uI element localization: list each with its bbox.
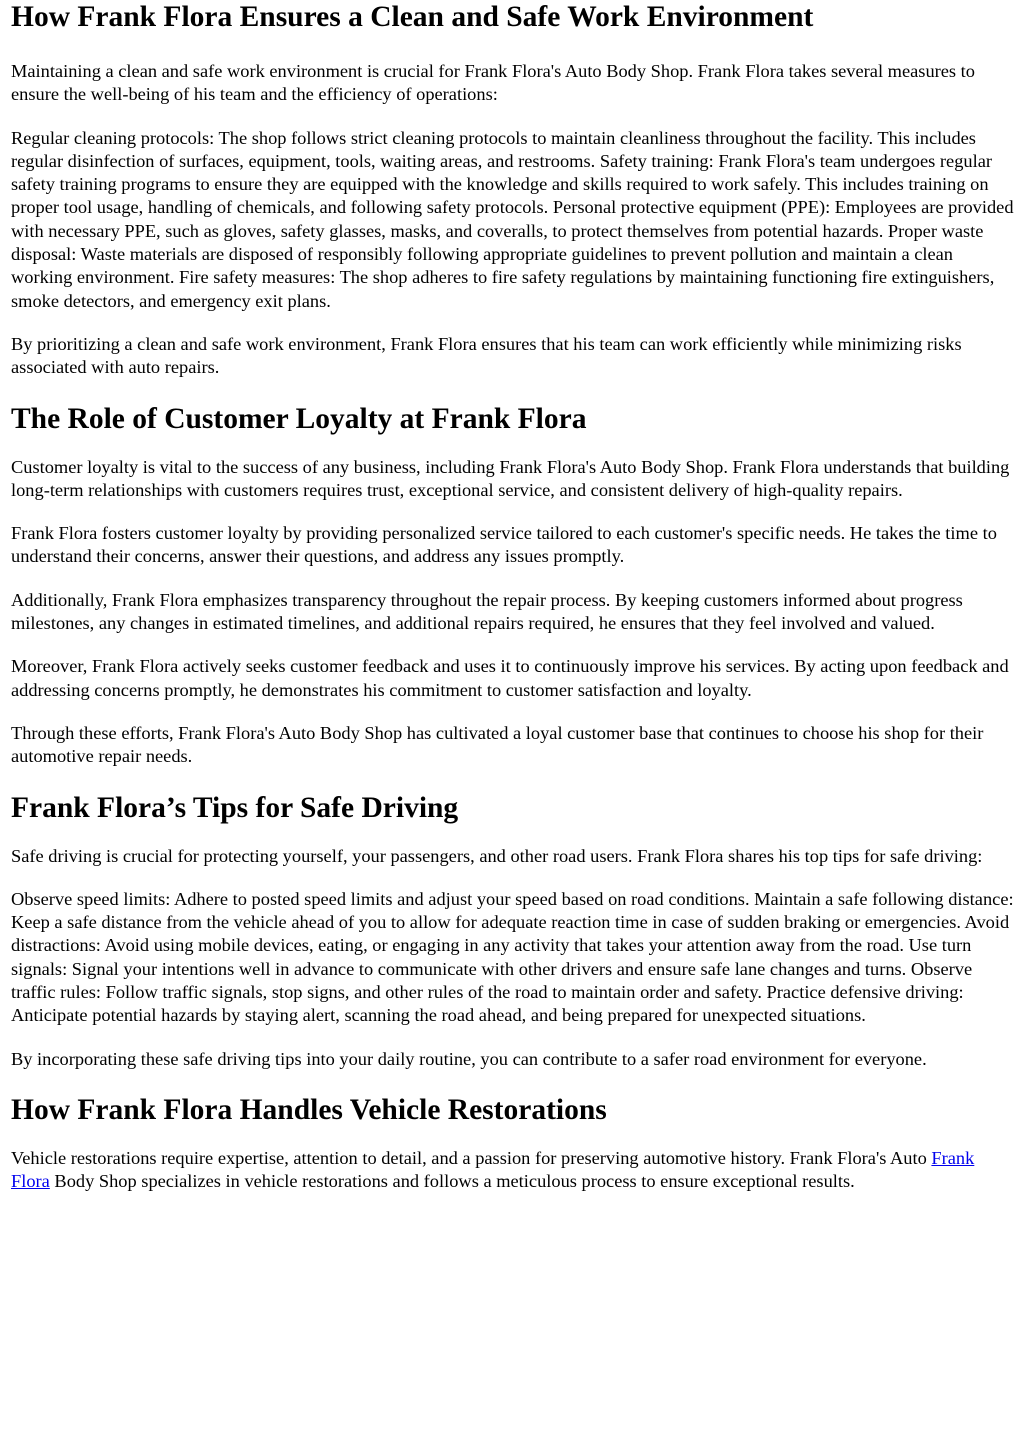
section-heading-vehicle-restorations: How Frank Flora Handles Vehicle Restorations	[11, 1093, 607, 1126]
paragraph: Customer loyalty is vital to the success of any business, including Frank Flora's Auto Body Shop. Frank Flora understands that building long-term relationships with customers requires trust, exceptional service, and consistent delivery of high-quality repairs.	[11, 456, 1010, 500]
section-heading-safe-driving: Frank Flora’s Tips for Safe Driving	[11, 791, 459, 824]
paragraph: Moreover, Frank Flora actively seeks customer feedback and uses it to continuously improve his services. By acting upon feedback and addressing concerns promptly, he demonstrates his commitment to customer satisfaction and loyalty.	[11, 656, 1009, 700]
paragraph: Safe driving is crucial for protecting yourself, your passengers, and other road users. Frank Flora shares his top tips for safe driving:	[11, 845, 983, 866]
paragraph: Additionally, Frank Flora emphasizes transparency throughout the repair process. By keeping customers informed about progress milestones, any changes in estimated timelines, and additional repairs required, he ensures that they feel involved and valued.	[11, 589, 963, 634]
paragraph: Through these efforts, Frank Flora's Auto Body Shop has cultivated a loyal customer base that continues to choose his shop for their automotive repair needs.	[11, 722, 984, 767]
paragraph-with-link	[11, 1147, 1014, 1194]
paragraph: Observe speed limits: Adhere to posted speed limits and adjust your speed based on road conditions. Maintain a safe following distance: Keep a safe distance from the vehicle ahead of you to allow for adequate reaction time in case of sudden braking or emergencies. Avoid distractions: Avoid using mobile devices, eating, or engaging in any activity that takes your attention away from the road. Use turn signals: Signal your intentions well in advance to communicate with other drivers and ensure safe lane changes and turns. Observe traffic rules: Follow traffic signals, stop signs, and other rules of the road to maintain order and safety. Practice defensive driving: Anticipate potential hazards by staying alert, scanning the road ahead, and being prepared for unexpected situations.	[11, 888, 1014, 1026]
paragraph: Maintaining a clean and safe work environment is crucial for Frank Flora's Auto Body Shop. Frank Flora takes several measures to ensure the well-being of his team and the efficiency of operations:	[11, 61, 975, 105]
paragraph: Frank Flora fosters customer loyalty by providing personalized service tailored to each customer's specific needs. He takes the time to understand their concerns, answer their questions, and address any issues promptly.	[11, 523, 997, 567]
paragraph: By prioritizing a clean and safe work environment, Frank Flora ensures that his team can work efficiently while minimizing risks associated with auto repairs.	[11, 333, 962, 378]
frank-flora-link[interactable]: Frank Flora	[11, 1147, 975, 1192]
section-heading-clean-safe: How Frank Flora Ensures a Clean and Safe Work Environment	[11, 1, 814, 33]
paragraph-text-after-link: Body Shop specializes in vehicle restorations and follows a meticulous process to ensure exceptional results.	[49, 1171, 855, 1192]
section-heading-customer-loyalty: The Role of Customer Loyalty at Frank Flora	[11, 402, 587, 435]
paragraph: Regular cleaning protocols: The shop follows strict cleaning protocols to maintain cleanliness throughout the facility. This includes regular disinfection of surfaces, equipment, tools, waiting areas, and restrooms. Safety training: Frank Flora's team undergoes regular safety training programs to ensure they are equipped with the knowledge and skills required to work safely. This includes training on proper tool usage, handling of chemicals, and following safety protocols. Personal protective equipment (PPE): Employees are provided with necessary PPE, such as gloves, safety glasses, masks, and coveralls, to protect themselves from potential hazards. Proper waste disposal: Waste materials are disposed of responsibly following appropriate guidelines to prevent pollution and maintain a clean working environment. Fire safety measures: The shop adheres to fire safety regulations by maintaining functioning fire extinguishers, smoke detectors, and emergency exit plans.	[11, 127, 1014, 311]
paragraph: By incorporating these safe driving tips into your daily routine, you can contribute to a safer road environment for everyone.	[11, 1048, 927, 1069]
paragraph-text-before-link: Vehicle restorations require expertise, attention to detail, and a passion for preserving automotive history. Frank Flora's Auto	[11, 1147, 932, 1168]
